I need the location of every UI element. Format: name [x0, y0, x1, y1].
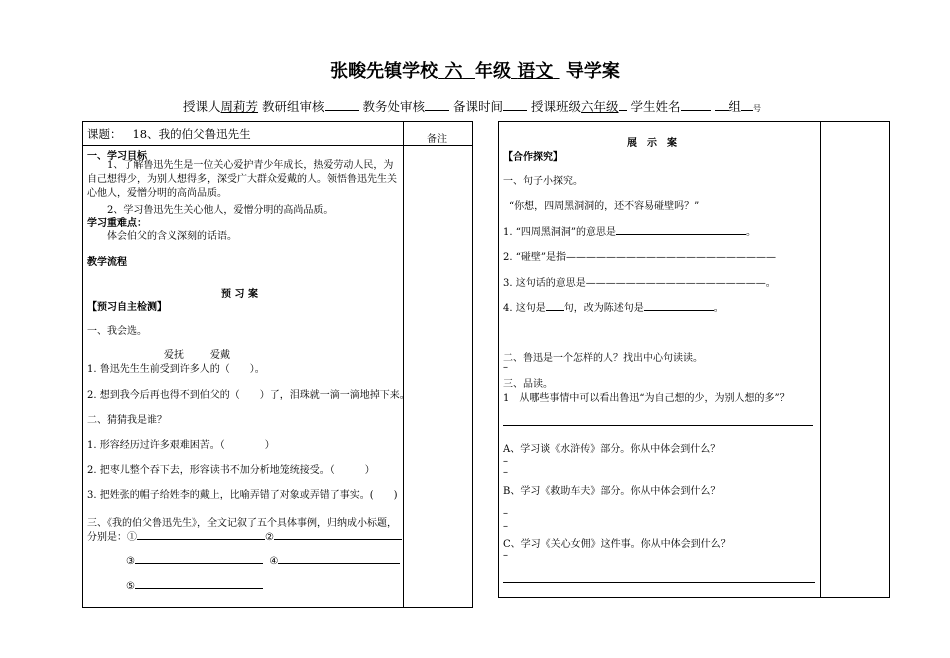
q3-blanks-row-1: 分别是：① ②: [87, 528, 402, 543]
choice-2: 爱戴: [210, 350, 230, 361]
coop-heading: 【合作探究】: [503, 152, 563, 163]
q1-heading: 一、我会选。: [87, 326, 147, 337]
notes-column-divider: [403, 121, 404, 607]
goal-2: 2、学习鲁迅先生关心他人，爱憎分明的高尚品质。: [107, 205, 334, 216]
title-grade-label: 年级: [474, 61, 511, 82]
q2-item-1: 1. 形容经历过许多艰难困苦。（ ）: [87, 440, 275, 451]
preview-heading: 预 习 案: [221, 289, 258, 300]
preview-check-heading: 【预习自主检测】: [87, 302, 167, 313]
topic-label: 课题：: [87, 127, 122, 141]
number-label: 号: [753, 104, 762, 113]
s1-q1: 1. “四周黑洞洞”的意思是 。: [503, 223, 756, 238]
s3-a-dash-2: –: [503, 467, 508, 478]
student-name-label: 学生姓名: [630, 99, 681, 114]
office-review-label: 教务处审核: [362, 99, 426, 114]
lesson-time-label: 备课时间: [453, 99, 504, 114]
title-suffix: 导学案: [565, 61, 620, 82]
s1-q3: 3. 这句话的意思是——————————————————。: [503, 278, 776, 289]
q1-item-2: 2. 想到我今后再也得不到伯父的（ ）了，泪珠就一滴一滴地掉下来。: [87, 390, 410, 401]
mark-2: ②: [265, 532, 274, 543]
q2-heading: 二、猜猜我是谁？: [87, 415, 167, 426]
s2-answer-dash: –: [503, 362, 508, 373]
s3-a-dash-1: –: [503, 456, 508, 467]
s3-c-answer-line: [503, 582, 815, 583]
choice-1: 爱抚: [164, 350, 184, 361]
s3-q1: 1 从哪些事情中可以看出鲁迅“为自己想的少，为别人想的多”？: [503, 393, 790, 404]
s1-quote: “你想，四周黑洞洞的，还不容易碰壁吗？”: [509, 201, 700, 212]
s3-heading: 三、品读。: [503, 379, 553, 390]
goal-1: 1、了解鲁迅先生是一位关心爱护青少年成长，热爱劳动人民，为自己想得少，为别人想得多，深受广大群众爱戴的人。领悟鲁迅先生关心他人，爱憎分明的高尚品质。: [87, 160, 397, 199]
topic-row-divider: [82, 145, 472, 146]
s1-heading: 一、句子小探究。: [503, 176, 583, 187]
q2-item-3: 3. 把姓张的帽子给姓李的戴上，比喻弄错了对象或弄错了事实。( ): [87, 490, 398, 501]
title-grade: 六: [444, 61, 463, 82]
key-points-text: 体会伯父的含义深刻的话语。: [107, 231, 237, 242]
topic-row: [87, 126, 251, 142]
s3-item-a: A、学习谈《水浒传》部分。你从中体会到什么？: [503, 444, 721, 455]
right-notes-divider: [820, 121, 821, 597]
s3-c-dash: –: [503, 550, 508, 561]
goals-heading: 一、学习目标: [87, 151, 147, 162]
s3-item-c: C、学习《关心女佣》这件事。你从中体会到什么？: [503, 539, 731, 550]
show-heading: 展 示 案: [627, 138, 677, 149]
mark-3: ③: [126, 556, 135, 567]
topic-title: 18、我的伯父鲁迅先生: [132, 127, 251, 141]
teacher-name: 周莉芳: [220, 99, 259, 114]
flow-heading: 教学流程: [87, 257, 127, 268]
q3-blanks-row-3: [126, 578, 263, 592]
s3-item-b: B、学习《救助车夫》部分。你从中体会到什么？: [503, 486, 721, 497]
q3-text: 三、《我的伯父鲁迅先生》，全文记叙了五个具体事例，归纳成小标题，: [87, 518, 397, 529]
q3-blanks-row-2: [126, 553, 400, 567]
q2-item-2: 2. 把枣儿整个吞下去，形容读书不加分析地笼统接受。（ ）: [87, 465, 375, 476]
lesson-meta-line: [183, 97, 761, 115]
q1-item-1: 1. 鲁迅先生生前受到许多人的（ ）。: [87, 364, 265, 375]
s1-q4: 4. 这句是 句，改为陈述句是 。: [503, 299, 724, 314]
notes-label: 备注: [427, 134, 447, 145]
group-label: 组: [728, 99, 742, 114]
class-name: 六年级: [581, 99, 619, 114]
s3-answer-line: [503, 425, 813, 426]
s2-heading: 二、鲁迅是一个怎样的人？找出中心句读读。: [503, 353, 703, 364]
group-review-label: 教研组审核: [262, 99, 325, 114]
mark-5: ⑤: [126, 581, 135, 592]
title-subject: 语文: [517, 61, 554, 82]
s3-b-dash-1: –: [503, 508, 508, 519]
title-school: 张畯先镇学校: [330, 61, 439, 82]
teacher-label: 授课人: [183, 99, 221, 114]
s3-b-dash-2: –: [503, 521, 508, 532]
key-points-heading: 学习重难点：: [87, 218, 147, 229]
mark-4: ④: [269, 556, 279, 567]
page-title: [0, 57, 950, 83]
class-label: 授课班级: [531, 99, 582, 114]
s1-q2: 2. “碰壁”是指—————————————————————: [503, 252, 776, 263]
